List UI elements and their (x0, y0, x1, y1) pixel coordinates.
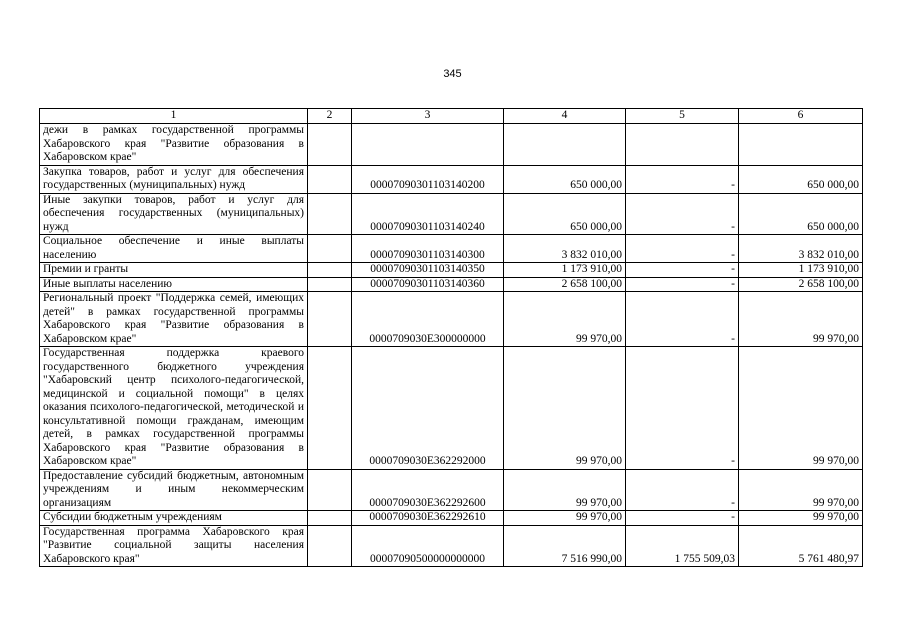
row-name: Субсидии бюджетным учреждениям (40, 511, 308, 526)
row-col2 (308, 165, 352, 193)
header-row (40, 109, 863, 124)
page-number: 345 (443, 68, 462, 80)
row-name: дежи в рамках государственной программы Хабаровского края "Развитие образования в Хабаровском крае" (40, 124, 308, 166)
row-code: 00007090301103140240 (352, 193, 504, 235)
row-col2 (308, 277, 352, 292)
table-row (40, 277, 863, 292)
table-row (40, 193, 863, 235)
row-total: 5 761 480,97 (739, 525, 863, 567)
row-code: 00007090500000000000 (352, 525, 504, 567)
row-code: 0000709030E362292000 (352, 347, 504, 470)
row-name: Премии и гранты (40, 263, 308, 278)
row-col2 (308, 347, 352, 470)
row-change: - (626, 277, 739, 292)
row-col2 (308, 525, 352, 567)
table-row (40, 235, 863, 263)
row-change: - (626, 165, 739, 193)
row-code: 0000709030E300000000 (352, 292, 504, 347)
row-change: - (626, 235, 739, 263)
row-amount: 3 832 010,00 (504, 235, 626, 263)
row-total: 99 970,00 (739, 292, 863, 347)
row-col2 (308, 124, 352, 166)
row-amount: 7 516 990,00 (504, 525, 626, 567)
column-header-1: 1 (40, 109, 308, 124)
row-change: - (626, 469, 739, 511)
row-change (626, 124, 739, 166)
row-amount: 1 173 910,00 (504, 263, 626, 278)
row-code: 00007090301103140350 (352, 263, 504, 278)
budget-table (39, 108, 863, 567)
table-row (40, 292, 863, 347)
row-total (739, 124, 863, 166)
column-header-6: 6 (739, 109, 863, 124)
column-header-2: 2 (308, 109, 352, 124)
table-row (40, 347, 863, 470)
row-amount: 2 658 100,00 (504, 277, 626, 292)
table-row (40, 263, 863, 278)
table-row (40, 469, 863, 511)
row-change: - (626, 511, 739, 526)
row-col2 (308, 263, 352, 278)
column-header-4: 4 (504, 109, 626, 124)
row-change: - (626, 292, 739, 347)
row-amount: 650 000,00 (504, 193, 626, 235)
row-amount: 650 000,00 (504, 165, 626, 193)
row-total: 99 970,00 (739, 469, 863, 511)
row-col2 (308, 469, 352, 511)
row-code (352, 124, 504, 166)
row-total: 99 970,00 (739, 347, 863, 470)
row-name: Иные закупки товаров, работ и услуг для обеспечения государственных (муниципальных) нужд (40, 193, 308, 235)
row-name: Предоставление субсидий бюджетным, автономным учреждениям и иным некоммерческим организациям (40, 469, 308, 511)
row-code: 00007090301103140360 (352, 277, 504, 292)
row-code: 0000709030E362292600 (352, 469, 504, 511)
row-amount: 99 970,00 (504, 469, 626, 511)
table-row (40, 525, 863, 567)
table-row (40, 511, 863, 526)
row-amount: 99 970,00 (504, 347, 626, 470)
row-code: 00007090301103140300 (352, 235, 504, 263)
row-name: Государственная поддержка краевого государственного бюджетного учреждения "Хабаровский центр психолого-педагогической, медицинской и социальной помощи" в целях оказания психолого-педагогической, методической и консультативной помощи гражданам, имеющим детей, в рамках государственной программы Хабаровского края "Развитие образования в Хабаровском крае" (40, 347, 308, 470)
row-change: - (626, 263, 739, 278)
table-row (40, 165, 863, 193)
row-name: Государственная программа Хабаровского края "Развитие социальной защиты населения Хабаровского края" (40, 525, 308, 567)
row-code: 0000709030E362292610 (352, 511, 504, 526)
column-header-5: 5 (626, 109, 739, 124)
row-change: - (626, 347, 739, 470)
row-col2 (308, 193, 352, 235)
row-change: 1 755 509,03 (626, 525, 739, 567)
row-total: 650 000,00 (739, 193, 863, 235)
row-name: Региональный проект "Поддержка семей, имеющих детей" в рамках государственной программы Хабаровского края "Развитие образования в Хабаровском крае" (40, 292, 308, 347)
row-amount: 99 970,00 (504, 511, 626, 526)
column-header-3: 3 (352, 109, 504, 124)
row-name: Социальное обеспечение и иные выплаты населению (40, 235, 308, 263)
row-amount (504, 124, 626, 166)
row-total: 2 658 100,00 (739, 277, 863, 292)
row-col2 (308, 292, 352, 347)
table-row (40, 124, 863, 166)
row-name: Закупка товаров, работ и услуг для обеспечения государственных (муниципальных) нужд (40, 165, 308, 193)
row-total: 650 000,00 (739, 165, 863, 193)
row-code: 00007090301103140200 (352, 165, 504, 193)
row-total: 99 970,00 (739, 511, 863, 526)
row-total: 3 832 010,00 (739, 235, 863, 263)
row-change: - (626, 193, 739, 235)
row-col2 (308, 235, 352, 263)
row-col2 (308, 511, 352, 526)
row-amount: 99 970,00 (504, 292, 626, 347)
row-name: Иные выплаты населению (40, 277, 308, 292)
row-total: 1 173 910,00 (739, 263, 863, 278)
